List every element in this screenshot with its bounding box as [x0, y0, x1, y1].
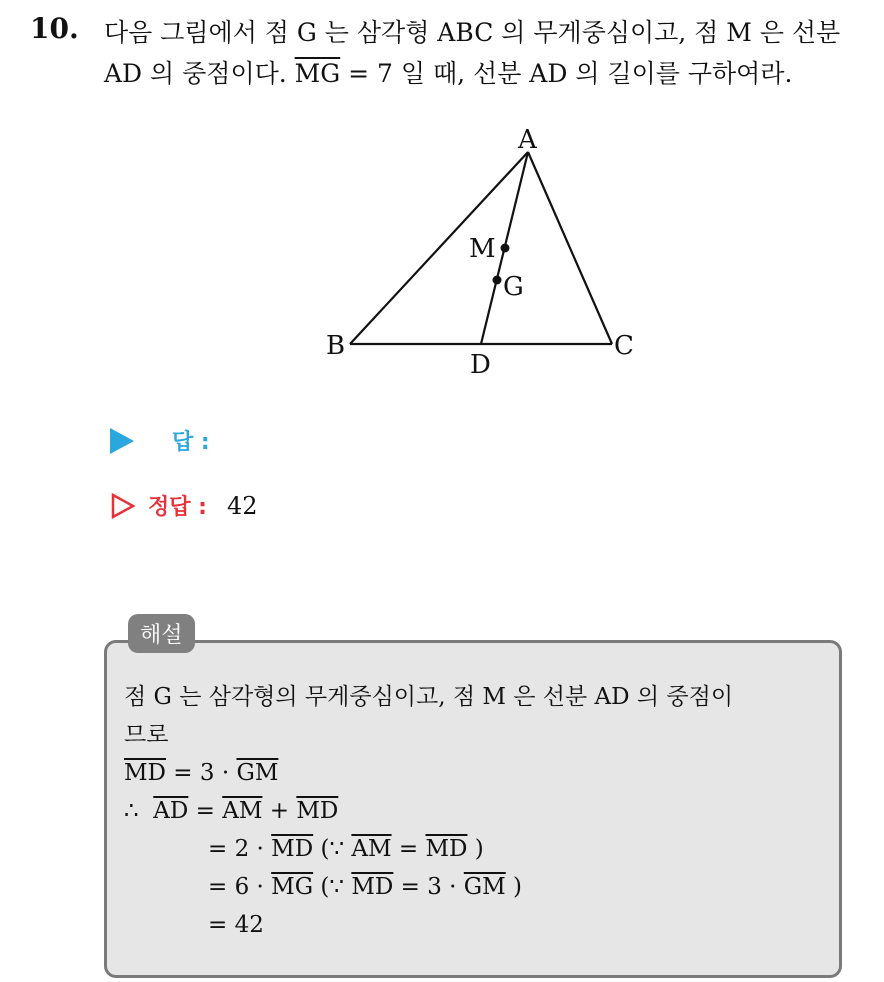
question-line-1: 다음 그림에서 점 G 는 삼각형 ABC 의 무게중심이고, 점 M 은 선분 — [104, 18, 841, 47]
explanation-line-1: 점 G 는 삼각형의 무게중심이고, 점 M 은 선분 AD 의 중점이 — [124, 684, 734, 710]
eq4-because: (∵ — [313, 874, 352, 900]
question-text — [104, 12, 874, 94]
segment-mg: $\overline{MG}$ — [294, 59, 341, 88]
equation-4 — [124, 868, 836, 906]
eq2-md: $\overline{MD}$ — [296, 798, 339, 824]
label-g: G — [503, 272, 524, 302]
eq2-op2: + — [262, 798, 297, 824]
explanation-body — [124, 678, 836, 944]
equation-1 — [124, 754, 836, 792]
eq4-md: $\overline{MD}$ — [351, 874, 394, 900]
eq4-close: ) — [505, 874, 523, 900]
equation-5 — [124, 906, 836, 944]
eq3-op: = 2 · — [208, 836, 272, 862]
point-m — [501, 244, 510, 253]
label-a: A — [518, 125, 537, 155]
eq3-close: ) — [467, 836, 484, 862]
question-line-2 — [104, 53, 874, 94]
point-g — [493, 276, 502, 285]
outline-play-icon — [110, 492, 136, 520]
eq3-md2: $\overline{MD}$ — [425, 836, 468, 862]
question-line-2-a: AD 의 중점이다. — [104, 59, 295, 88]
question-number: 10. — [30, 12, 79, 45]
correct-answer-label: 정답 : — [148, 495, 207, 520]
answer-row — [110, 425, 210, 456]
eq2-ad: $\overline{AD}$ — [153, 798, 189, 824]
eq3-eq: = — [391, 836, 426, 862]
eq4-gm: $\overline{GM}$ — [463, 874, 506, 900]
equation-3 — [124, 830, 836, 868]
label-b: B — [326, 331, 346, 361]
play-icon — [110, 428, 134, 454]
eq4-mg: $\overline{MG}$ — [271, 874, 314, 900]
label-m: M — [469, 234, 496, 264]
eq4-op: = 6 · — [208, 874, 272, 900]
eq5-result: = 42 — [208, 912, 264, 938]
label-d: D — [470, 350, 491, 380]
eq1-op: = 3 · — [166, 760, 237, 786]
eq3-md: $\overline{MD}$ — [271, 836, 314, 862]
eq1-gm: $\overline{GM}$ — [236, 760, 279, 786]
explanation-tag: 해설 — [128, 614, 195, 653]
label-c: C — [614, 331, 634, 361]
triangle-figure — [320, 120, 650, 380]
correct-answer-value: 42 — [226, 491, 258, 520]
therefore-symbol: ∴ — [124, 798, 154, 824]
question-line-2-b: = 7 일 때, 선분 AD 의 길이를 구하여라. — [340, 59, 793, 88]
answer-label: 답 : — [172, 430, 210, 455]
equation-2 — [124, 792, 836, 830]
side-ac — [528, 152, 612, 344]
correct-answer-row — [110, 490, 258, 521]
eq4-eq: = 3 · — [393, 874, 464, 900]
eq3-am: $\overline{AM}$ — [351, 836, 392, 862]
eq2-am: $\overline{AM}$ — [222, 798, 263, 824]
eq1-md: $\overline{MD}$ — [124, 760, 166, 786]
explanation-line-2: 므로 — [124, 722, 169, 748]
eq2-op1: = — [188, 798, 223, 824]
eq3-because: (∵ — [313, 836, 352, 862]
